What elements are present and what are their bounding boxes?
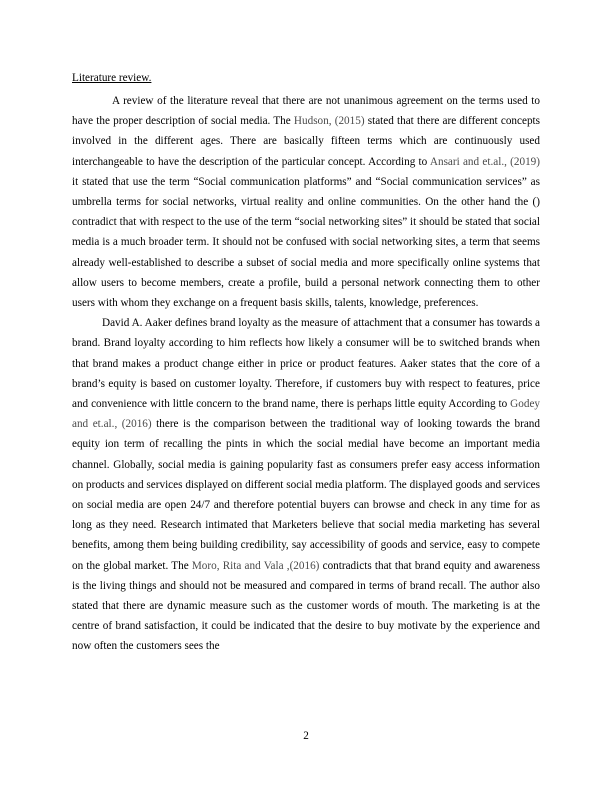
citation-moro: Moro, Rita and Vala ,(2016)	[191, 559, 320, 572]
section-heading: Literature review.	[72, 72, 152, 84]
paragraph-2-text-1: David A. Aaker defines brand loyalty as the measure of attachment that a consumer has towards a brand. Brand loyalty according to him reflects how likely a consumer will be to switched brands when that brand makes a product change either in price or product features. Aaker states that the core of a brand’s equity is based on customer loyalty. Therefore, if customers buy with respect to features, price and convenience with little concern to the brand name, there is perhaps little equity According to	[72, 317, 540, 411]
paragraph-2	[72, 313, 540, 656]
paragraph-2-text-2: there is the comparison between the traditional way of looking towards the brand equity ion term of recalling the pints in which the social medial have become an important media channel. Globally, social media is gaining popularity fast as consumers prefer easy access information on products and services displayed on different social media platform. The displayed goods and services on social media are open 24/7 and therefore potential buyers can browse and check in any time for as long as they need. Research intimated that Marketers believe that social media marketing has several benefits, among them being building credibility, say accessibility of goods and service, easy to compete on the global market. The	[72, 418, 540, 572]
paragraph-1	[72, 91, 540, 313]
citation-hudson: Hudson, (2015)	[293, 115, 365, 128]
paragraph-1-text-3: it stated that use the term “Social communication platforms” and “Social communication services” as umbrella terms for social networks, virtual reality and online communities. On the other hand the () contradict that with respect to the use of the term “social networking sites” it should be stated that social media is a much broader term. It should not be confused with social networking sites, a term that seems already well-established to describe a subset of social media and more specifically online systems that allow users to become members, create a profile, build a personal network connecting them to other users with whom they exchange on a frequent basis skills, talents, knowledge, preferences.	[72, 175, 540, 310]
paragraph-1-text-2: stated that there are different concepts involved in the different ages. There are basically fifteen terms which are continuously used interchangeable to have the description of the particular concept. According to	[72, 115, 540, 168]
page-content	[72, 71, 540, 657]
citation-godey: Godey and et.al., (2016)	[72, 398, 540, 431]
paragraph-2-text-3: contradicts that that brand equity and awareness is the living things and should not be measured and compared in terms of brand recall. The author also stated that there are dynamic measure such as the customer words of mouth. The marketing is at the centre of brand satisfaction, it could be indicated that the desire to buy motivate by the experience and now often the customers sees the	[72, 559, 540, 653]
page-number: 2	[303, 730, 309, 742]
paragraph-1-text-1: A review of the literature reveal that there are not unanimous agreement on the terms used to have the proper description of social media. The	[72, 95, 540, 128]
citation-ansari: Ansari and et.al., (2019)	[429, 155, 540, 168]
